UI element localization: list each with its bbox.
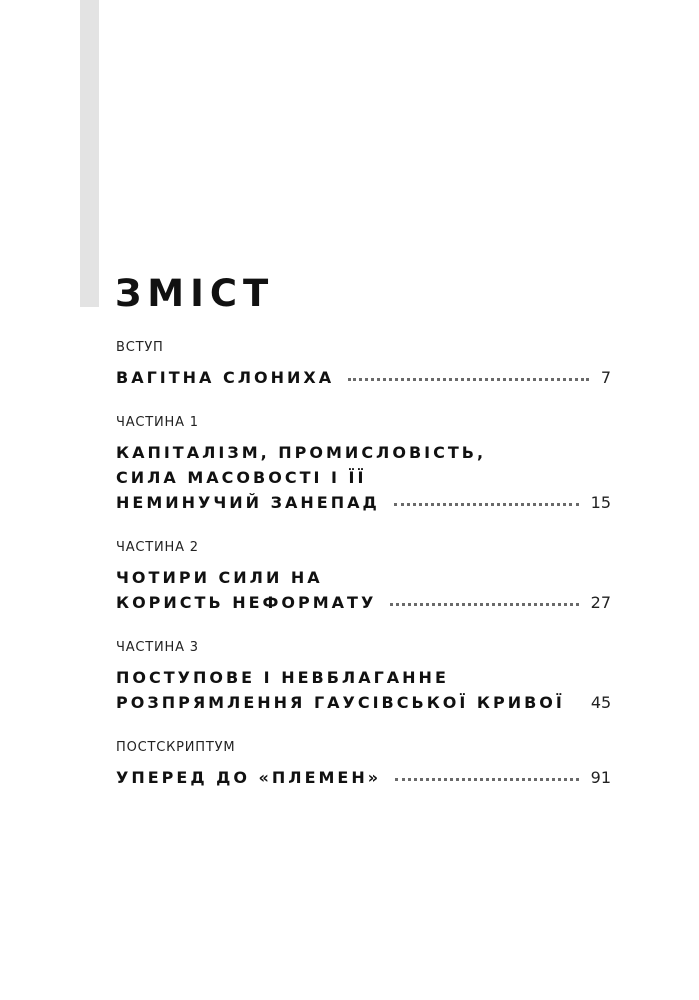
toc-entry[interactable] [116,365,611,390]
section-label: ПОСТСКРИПТУМ [116,740,236,755]
entry-title-line: СИЛА МАСОВОСТІ І ЇЇ [116,468,367,487]
section-label: ЧАСТИНА 3 [116,640,199,655]
entry-title-line: РОЗПРЯМЛЕННЯ ГАУСІВСЬКОЇ КРИВОЇ [116,693,565,712]
entry-title-line: ЧОТИРИ СИЛИ НА [116,568,323,587]
page-number: 7 [600,368,611,387]
page-number: 91 [590,768,611,787]
entry-title-line: УПЕРЕД ДО «ПЛЕМЕН» [116,768,382,787]
section-label: ЧАСТИНА 2 [116,540,199,555]
page-title: ЗМІСТ [115,272,275,315]
toc-section-intro [116,340,611,390]
section-label: ВСТУП [116,340,164,355]
entry-title-line: КОРИСТЬ НЕФОРМАТУ [116,593,377,612]
table-of-contents [116,340,611,815]
entry-title-line: ВАГІТНА СЛОНИХА [116,368,335,387]
entry-title-line: КАПІТАЛІЗМ, ПРОМИСЛОВІСТЬ, [116,443,487,462]
toc-section-part-1 [116,415,611,515]
dot-leader [395,778,579,781]
section-label: ЧАСТИНА 1 [116,415,199,430]
toc-section-part-3 [116,640,611,715]
toc-entry[interactable] [116,690,611,715]
entry-title-line: НЕМИНУЧИЙ ЗАНЕПАД [116,493,380,512]
page-number: 27 [590,593,611,612]
dot-leader [394,503,579,506]
page-number: 45 [590,693,612,712]
toc-entry[interactable] [116,490,611,515]
toc-entry[interactable] [116,765,611,790]
toc-entry[interactable] [116,590,611,615]
decorative-side-bar [80,0,99,307]
toc-section-part-2 [116,540,611,615]
dot-leader [348,378,589,381]
toc-section-postscript [116,740,611,790]
entry-title-line: ПОСТУПОВЕ І НЕВБЛАГАННЕ [116,668,449,687]
page-number: 15 [590,493,611,512]
dot-leader [390,603,578,606]
